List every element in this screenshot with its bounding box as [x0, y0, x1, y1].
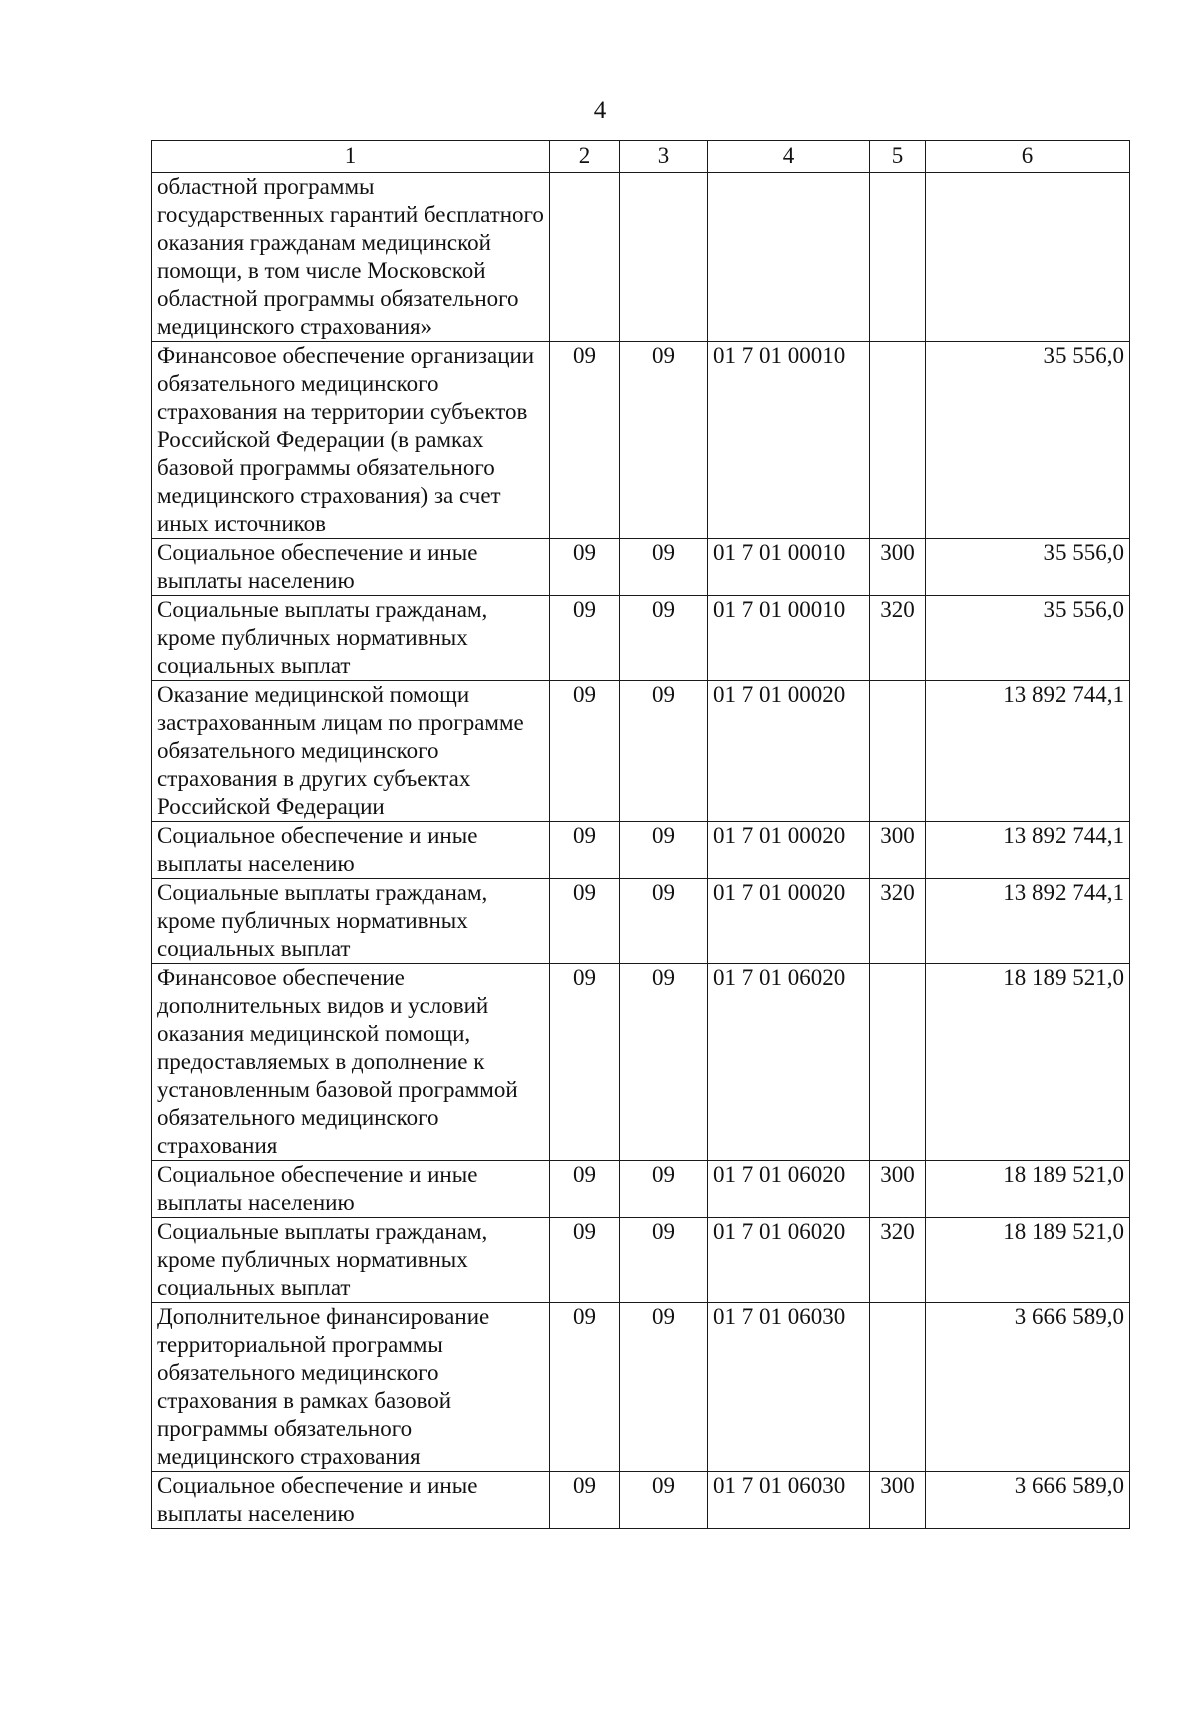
table-row — [152, 822, 1130, 879]
cell-target-article: 01 7 01 00020 — [708, 681, 870, 822]
cell-subsection: 09 — [620, 539, 708, 596]
cell-amount: 13 892 744,1 — [926, 879, 1130, 964]
cell-expense-type: 300 — [870, 822, 926, 879]
header-col-1: 1 — [152, 141, 550, 173]
budget-table — [151, 140, 1130, 1529]
cell-target-article: 01 7 01 06030 — [708, 1303, 870, 1472]
cell-name: Социальное обеспечение и иные выплаты населению — [152, 822, 550, 879]
cell-name: Финансовое обеспечение дополнительных видов и условий оказания медицинской помощи, предоставляемых в дополнение к установленным базовой программой обязательного медицинского страхования — [152, 964, 550, 1161]
cell-name: областной программы государственных гарантий бесплатного оказания гражданам медицинской помощи, в том числе Московской областной программы обязательного медицинского страхования» — [152, 173, 550, 342]
cell-amount: 18 189 521,0 — [926, 964, 1130, 1161]
table-row — [152, 681, 1130, 822]
cell-name: Социальные выплаты гражданам, кроме публичных нормативных социальных выплат — [152, 596, 550, 681]
cell-name: Финансовое обеспечение организации обязательного медицинского страхования на территории субъектов Российской Федерации (в рамках базовой программы обязательного медицинского страхования) за счет иных источников — [152, 342, 550, 539]
cell-expense-type: 300 — [870, 1472, 926, 1529]
cell-expense-type — [870, 1303, 926, 1472]
cell-subsection — [620, 173, 708, 342]
cell-subsection: 09 — [620, 879, 708, 964]
cell-section: 09 — [550, 1161, 620, 1218]
header-col-2: 2 — [550, 141, 620, 173]
cell-section: 09 — [550, 342, 620, 539]
cell-expense-type — [870, 964, 926, 1161]
cell-section — [550, 173, 620, 342]
cell-section: 09 — [550, 681, 620, 822]
cell-amount: 18 189 521,0 — [926, 1218, 1130, 1303]
cell-name: Социальное обеспечение и иные выплаты населению — [152, 539, 550, 596]
cell-amount: 18 189 521,0 — [926, 1161, 1130, 1218]
cell-name: Социальное обеспечение и иные выплаты населению — [152, 1161, 550, 1218]
cell-amount: 35 556,0 — [926, 596, 1130, 681]
cell-section: 09 — [550, 964, 620, 1161]
cell-subsection: 09 — [620, 822, 708, 879]
cell-amount — [926, 173, 1130, 342]
cell-target-article: 01 7 01 06020 — [708, 1218, 870, 1303]
cell-expense-type — [870, 173, 926, 342]
cell-target-article: 01 7 01 00020 — [708, 822, 870, 879]
table-row — [152, 1472, 1130, 1529]
cell-expense-type — [870, 681, 926, 822]
cell-subsection: 09 — [620, 342, 708, 539]
table-row — [152, 1303, 1130, 1472]
cell-section: 09 — [550, 1303, 620, 1472]
cell-expense-type: 320 — [870, 596, 926, 681]
cell-name: Оказание медицинской помощи застрахованным лицам по программе обязательного медицинского страхования в других субъектах Российской Федерации — [152, 681, 550, 822]
table-body — [152, 173, 1130, 1529]
page-number: 4 — [593, 97, 607, 124]
cell-expense-type — [870, 342, 926, 539]
cell-expense-type: 300 — [870, 539, 926, 596]
table-header — [152, 141, 1130, 173]
table-row — [152, 1218, 1130, 1303]
header-col-5: 5 — [870, 141, 926, 173]
cell-name: Социальные выплаты гражданам, кроме публичных нормативных социальных выплат — [152, 879, 550, 964]
cell-amount: 3 666 589,0 — [926, 1472, 1130, 1529]
cell-section: 09 — [550, 539, 620, 596]
cell-target-article: 01 7 01 00010 — [708, 596, 870, 681]
cell-subsection: 09 — [620, 1218, 708, 1303]
cell-subsection: 09 — [620, 1472, 708, 1529]
cell-target-article: 01 7 01 00010 — [708, 342, 870, 539]
cell-subsection: 09 — [620, 596, 708, 681]
cell-name: Социальное обеспечение и иные выплаты населению — [152, 1472, 550, 1529]
cell-subsection: 09 — [620, 1303, 708, 1472]
cell-expense-type: 320 — [870, 879, 926, 964]
table-row — [152, 879, 1130, 964]
cell-name: Дополнительное финансирование территориальной программы обязательного медицинского страхования в рамках базовой программы обязательного медицинского страхования — [152, 1303, 550, 1472]
cell-amount: 3 666 589,0 — [926, 1303, 1130, 1472]
cell-expense-type: 320 — [870, 1218, 926, 1303]
cell-subsection: 09 — [620, 1161, 708, 1218]
header-row — [152, 141, 1130, 173]
cell-name: Социальные выплаты гражданам, кроме публичных нормативных социальных выплат — [152, 1218, 550, 1303]
table-row — [152, 1161, 1130, 1218]
cell-amount: 35 556,0 — [926, 539, 1130, 596]
cell-section: 09 — [550, 822, 620, 879]
cell-target-article: 01 7 01 06030 — [708, 1472, 870, 1529]
cell-section: 09 — [550, 1218, 620, 1303]
cell-target-article: 01 7 01 00010 — [708, 539, 870, 596]
cell-amount: 13 892 744,1 — [926, 681, 1130, 822]
table-row — [152, 173, 1130, 342]
header-col-3: 3 — [620, 141, 708, 173]
cell-section: 09 — [550, 596, 620, 681]
cell-subsection: 09 — [620, 681, 708, 822]
header-col-4: 4 — [708, 141, 870, 173]
cell-target-article — [708, 173, 870, 342]
cell-subsection: 09 — [620, 964, 708, 1161]
header-col-6: 6 — [926, 141, 1130, 173]
table-row — [152, 964, 1130, 1161]
cell-amount: 35 556,0 — [926, 342, 1130, 539]
cell-section: 09 — [550, 1472, 620, 1529]
cell-section: 09 — [550, 879, 620, 964]
cell-target-article: 01 7 01 00020 — [708, 879, 870, 964]
cell-amount: 13 892 744,1 — [926, 822, 1130, 879]
table-row — [152, 539, 1130, 596]
table-row — [152, 596, 1130, 681]
cell-target-article: 01 7 01 06020 — [708, 964, 870, 1161]
cell-target-article: 01 7 01 06020 — [708, 1161, 870, 1218]
table-row — [152, 342, 1130, 539]
cell-expense-type: 300 — [870, 1161, 926, 1218]
